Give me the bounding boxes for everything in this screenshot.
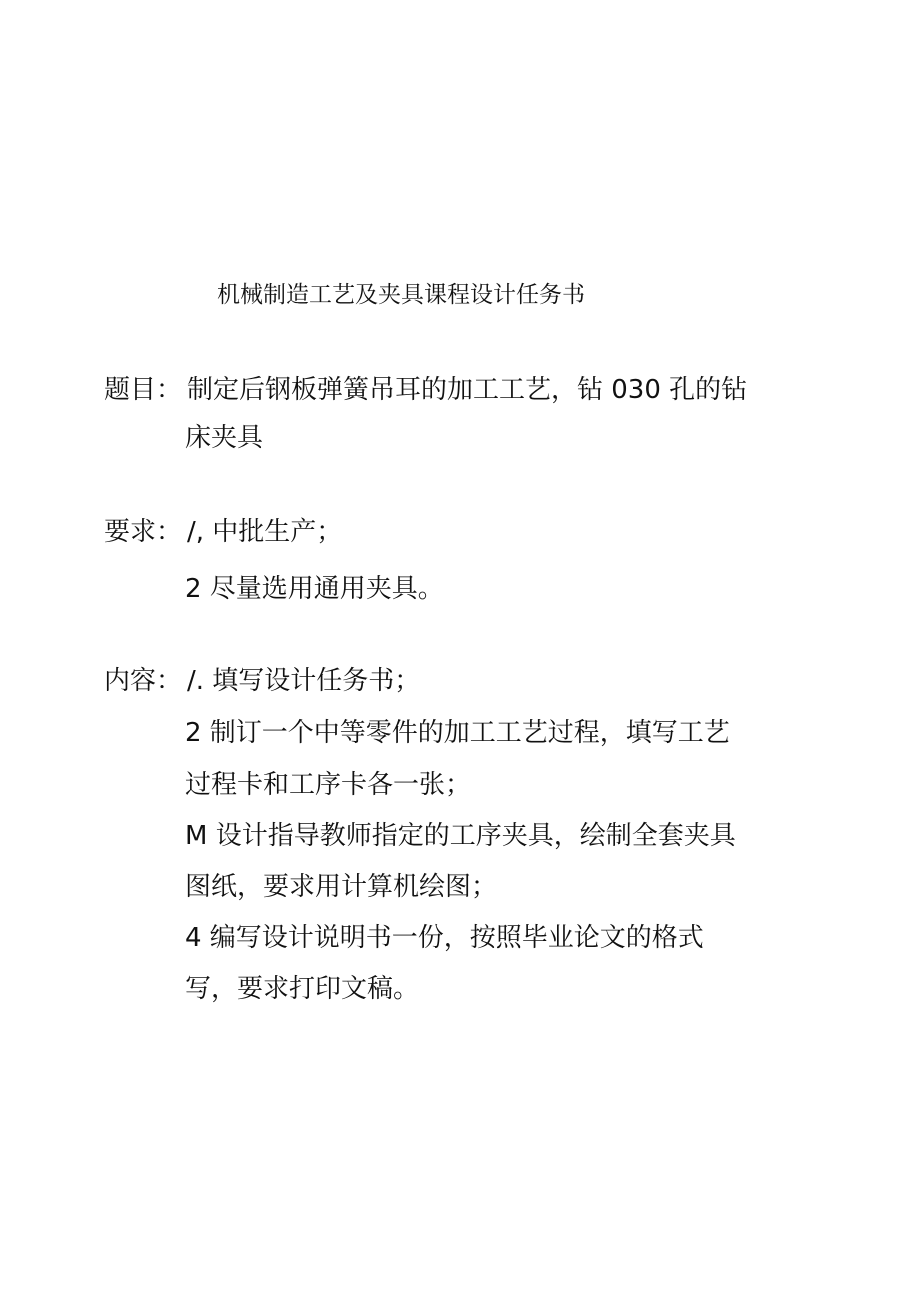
- content-line: /. 填写设计任务书；: [187, 666, 421, 696]
- requirement-item: 2 尽量选用通用夹具。: [185, 574, 444, 604]
- topic-label: 题目：: [104, 375, 183, 405]
- content-line: 4 编写设计说明书一份，按照毕业论文的格式: [185, 923, 704, 953]
- topic-text-cont: 床夹具: [185, 423, 264, 453]
- document-title: 机械制造工艺及夹具课程设计任务书: [217, 282, 585, 308]
- content-line: 写，要求打印文稿。: [185, 974, 420, 1004]
- content-line: M 设计指导教师指定的工序夹具，绘制全套夹具: [185, 821, 736, 851]
- content-label: 内容：: [104, 666, 183, 696]
- requirements-label: 要求：: [104, 517, 183, 547]
- topic-text: 制定后钢板弹簧吊耳的加工工艺，钻 030 孔的钻: [187, 375, 748, 405]
- content-line: 2 制订一个中等零件的加工工艺过程，填写工艺: [185, 718, 730, 748]
- requirement-item: /, 中批生产；: [187, 517, 343, 547]
- content-line: 过程卡和工序卡各一张；: [185, 770, 472, 800]
- content-line: 图纸，要求用计算机绘图；: [185, 872, 498, 902]
